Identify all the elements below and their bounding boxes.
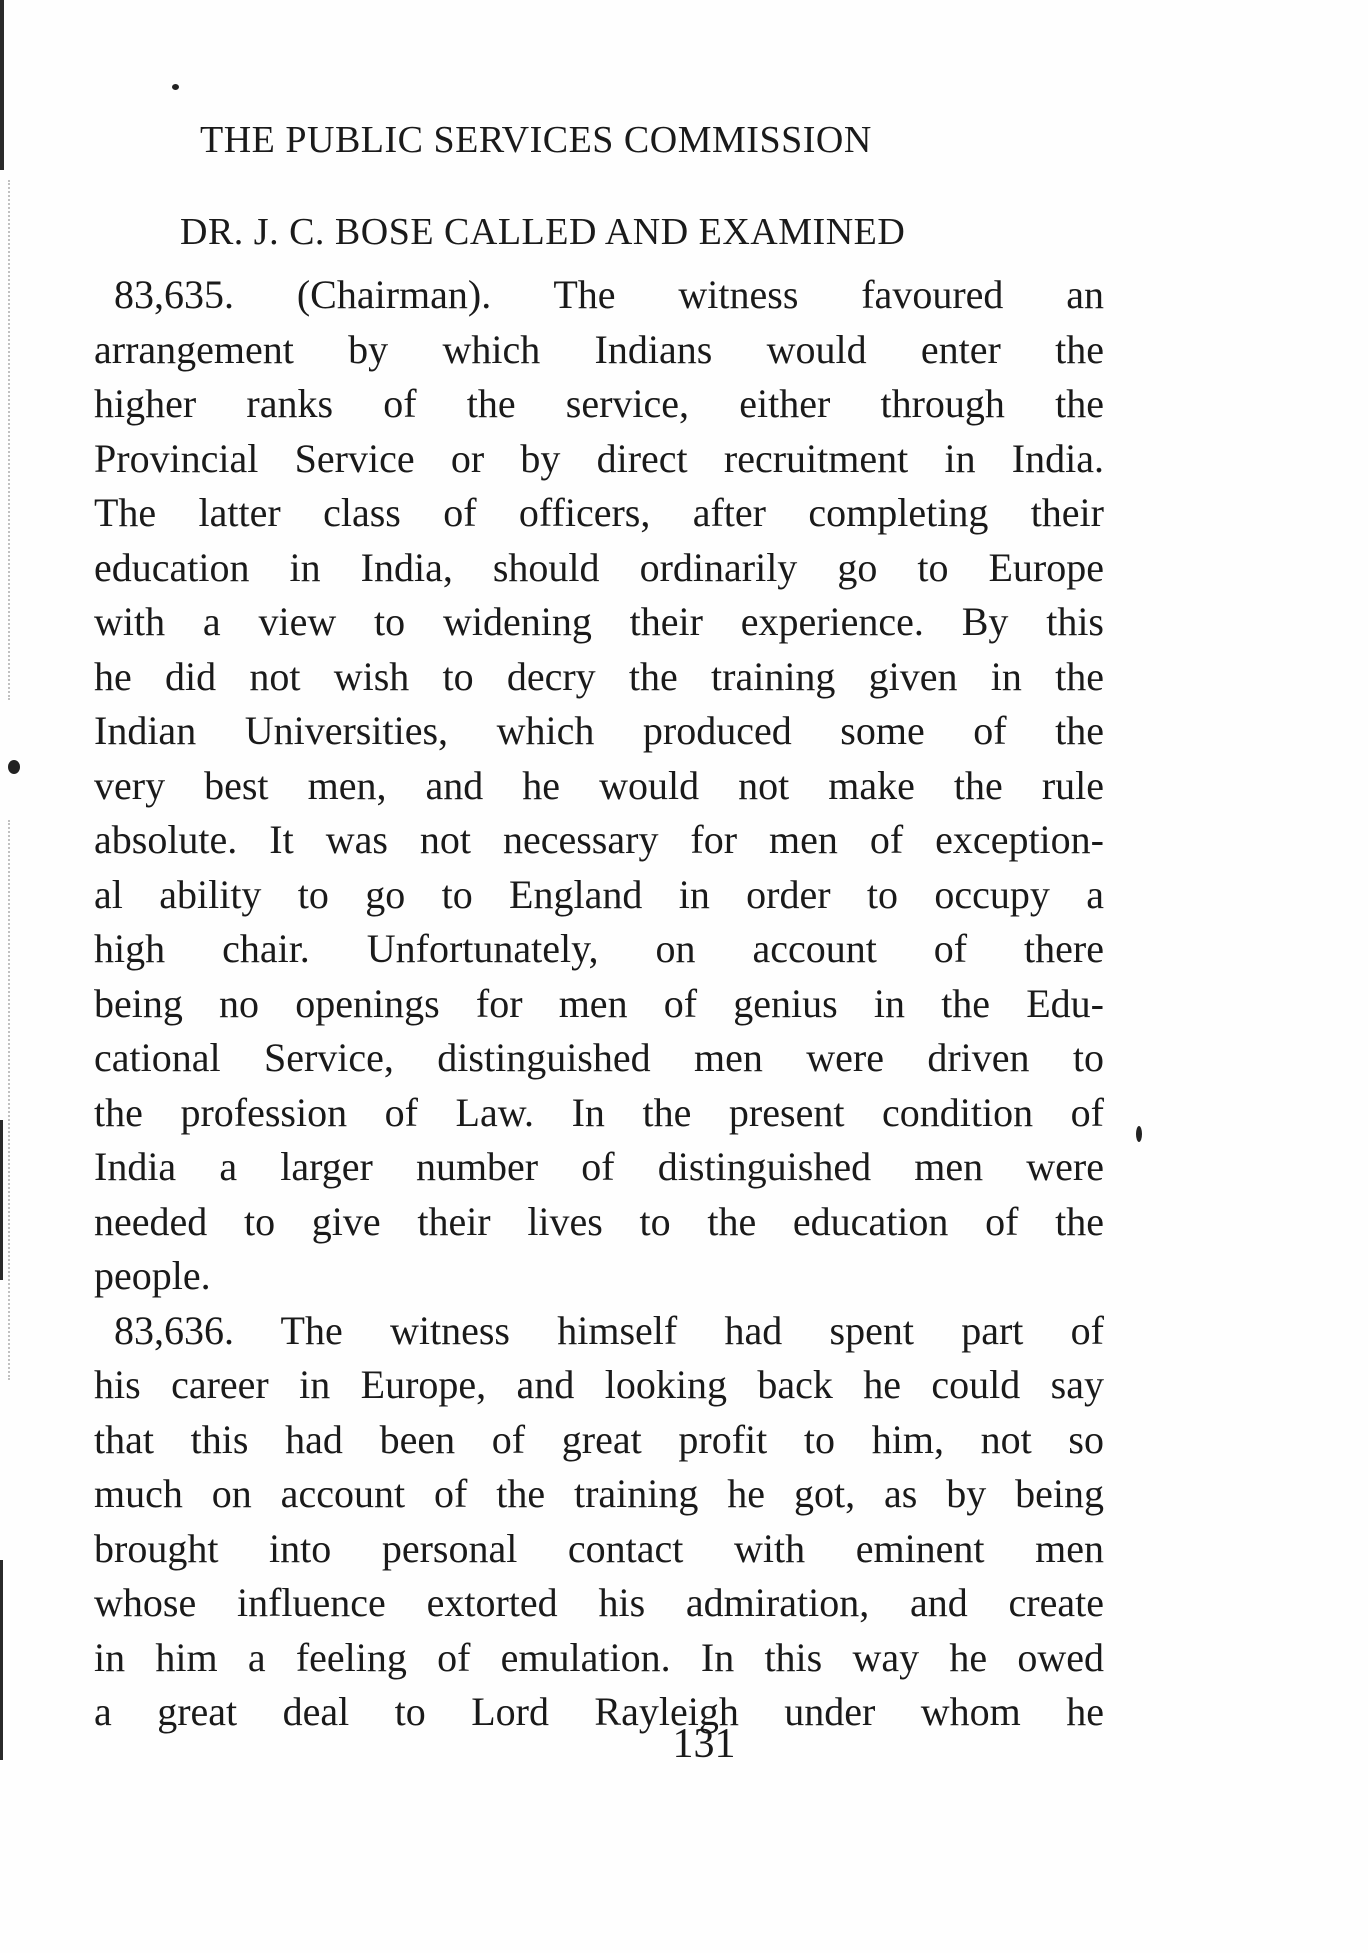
text-line: that this had been of great profit to him, not so [94, 1416, 1104, 1462]
text-line: in him a feeling of emulation. In this way he owed [94, 1634, 1104, 1680]
text-line: 83,635. (Chairman). The witness favoured an [114, 272, 1104, 317]
scan-edge-dots [8, 820, 24, 1380]
text-line: people. [94, 1253, 211, 1298]
text-line: high chair. Unfortunately, on account of there [94, 926, 1104, 971]
text-line: he did not wish to decry the training given in the [94, 653, 1104, 699]
text-line: the profession of Law. In the present condition of [94, 1089, 1104, 1135]
text-line: needed to give their lives to the education of the [94, 1198, 1104, 1244]
text-line: India a larger number of distinguished men were [94, 1144, 1104, 1189]
text-line: higher ranks of the service, either through the [94, 381, 1104, 426]
text-line: education in India, should ordinarily go to Europe [94, 544, 1104, 590]
text-line: a great deal to Lord Rayleigh under whom he [94, 1689, 1104, 1734]
section-heading: DR. J. C. BOSE CALLED AND EXAMINED [180, 211, 906, 253]
body-text [94, 268, 1104, 1740]
text-line: absolute. It was not necessary for men of exception- [94, 817, 1104, 862]
text-line: very best men, and he would not make the rule [94, 762, 1104, 808]
scan-edge-line [0, 1120, 3, 1280]
text-line: cational Service, distinguished men were driven to [94, 1035, 1104, 1080]
page-number: 131 [672, 1721, 736, 1767]
running-head: THE PUBLIC SERVICES COMMISSION [200, 119, 872, 161]
text-line: arrangement by which Indians would enter the [94, 326, 1104, 372]
text-line: The latter class of officers, after completing their [94, 490, 1104, 535]
text-line: Provincial Service or by direct recruitment in India. [94, 435, 1104, 481]
text-line: whose influence extorted his admiration, and create [94, 1580, 1104, 1625]
scan-speck [1136, 1126, 1142, 1142]
text-line: with a view to widening their experience. By this [94, 599, 1104, 644]
scan-edge-line [0, 0, 4, 170]
text-line: being no openings for men of genius in the Edu- [94, 980, 1104, 1026]
text-line: 83,636. The witness himself had spent part of [114, 1307, 1104, 1353]
text-line: brought into personal contact with eminent men [94, 1525, 1104, 1571]
scan-speck [8, 760, 20, 774]
text-line: his career in Europe, and looking back he could say [94, 1362, 1104, 1407]
scan-edge-dots [8, 180, 24, 700]
text-line: much on account of the training he got, as by being [94, 1471, 1104, 1516]
scan-speck [172, 84, 179, 90]
text-line: al ability to go to England in order to occupy a [94, 871, 1104, 917]
text-line: Indian Universities, which produced some of the [94, 708, 1104, 753]
